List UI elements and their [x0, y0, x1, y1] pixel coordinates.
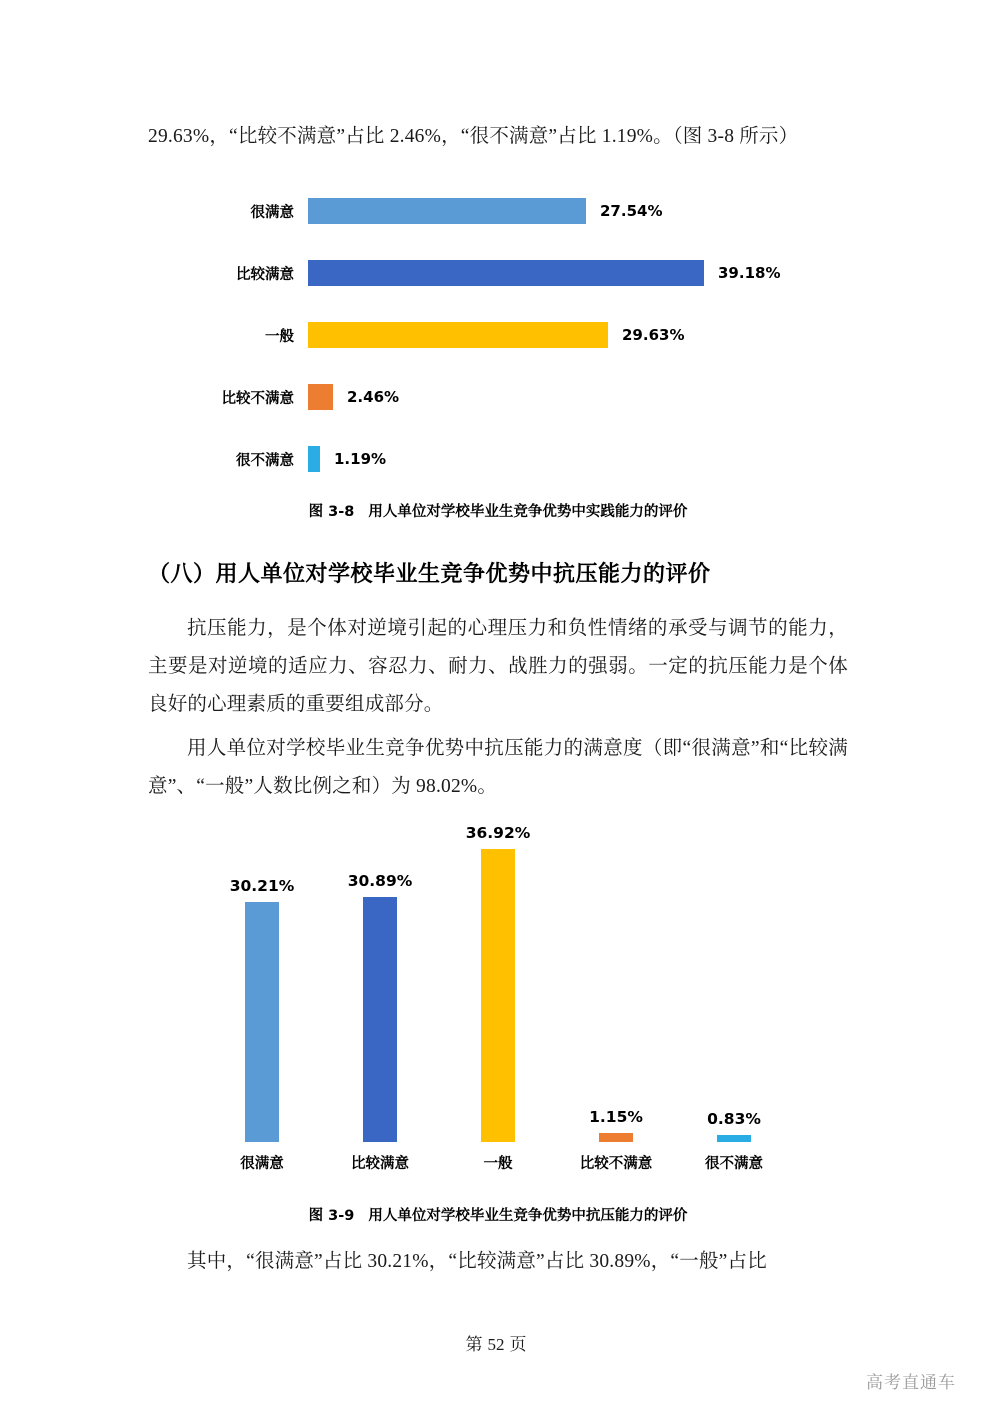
- bottom-paragraph: 其中，“很满意”占比 30.21%，“比较满意”占比 30.89%，“一般”占比: [187, 1251, 767, 1272]
- page-number: 52: [487, 1335, 505, 1354]
- bar-fill: [481, 849, 515, 1142]
- vertical-bar-category-axis: [148, 1152, 848, 1173]
- bar-category-label: 比较满意: [236, 266, 294, 283]
- bar-fill: [308, 322, 608, 348]
- bar-category-label: 很满意: [240, 1156, 284, 1172]
- chart-figure-3-8: [148, 180, 848, 490]
- bar-fill: [599, 1133, 633, 1142]
- watermark: 高考直通车: [866, 1373, 956, 1393]
- bar-value-label: 0.83%: [707, 1110, 761, 1128]
- bar-value-label: 30.21%: [229, 877, 295, 895]
- page-footer: [0, 1330, 992, 1355]
- bar-category-label: 很满意: [250, 204, 294, 221]
- bar-fill: [717, 1135, 751, 1142]
- bar-track: [308, 198, 848, 224]
- figure-title: 用人单位对学校毕业生竞争优势中实践能力的评价: [368, 504, 688, 520]
- bar-value-label: 39.18%: [718, 264, 781, 282]
- bar-track: [308, 384, 848, 410]
- bar-track: [308, 322, 848, 348]
- chart-figure-3-9: [148, 822, 848, 1182]
- bar-value-label: 29.63%: [622, 326, 685, 344]
- body-paragraph-1: 抗压能力，是个体对逆境引起的心理压力和负性情绪的承受与调节的能力，主要是对逆境的适应力、容忍力、耐力、战胜力的强弱。一定的抗压能力是个体良好的心理素质的重要组成部分。: [148, 618, 848, 715]
- bar-value-label: 2.46%: [347, 388, 400, 406]
- bar-value-label: 1.19%: [334, 450, 387, 468]
- bar-column: [207, 822, 317, 1142]
- bar-track: [308, 260, 848, 286]
- bar-column: [561, 822, 671, 1142]
- figure-caption-3-8: [148, 500, 848, 521]
- bar-category-label: 比较不满意: [221, 390, 294, 407]
- bar-fill: [308, 260, 704, 286]
- figure-number: 图 3-9: [308, 1208, 355, 1224]
- footer-prefix: 第: [465, 1335, 483, 1354]
- bar-row: [148, 366, 848, 428]
- top-paragraph: 29.63%，“比较不满意”占比 2.46%，“很不满意”占比 1.19%。（图 3-8 所示）: [148, 126, 799, 147]
- page-content: [148, 0, 848, 1281]
- bar-fill: [245, 902, 279, 1142]
- bar-category-label: 很不满意: [705, 1156, 763, 1172]
- bar-category-label: 比较满意: [351, 1156, 409, 1172]
- bar-fill: [363, 897, 397, 1142]
- bar-column: [325, 822, 435, 1142]
- bar-value-label: 36.92%: [465, 824, 531, 842]
- body-paragraph-2: 用人单位对学校毕业生竞争优势中抗压能力的满意度（即“很满意”和“比较满意”、“一般”人数比例之和）为 98.02%。: [148, 738, 848, 797]
- bar-row: [148, 428, 848, 490]
- bar-category-label: 一般: [483, 1156, 513, 1172]
- figure-caption-3-9: [148, 1204, 848, 1225]
- bar-fill: [308, 446, 320, 472]
- bar-fill: [308, 384, 333, 410]
- bar-category-label: 很不满意: [236, 452, 294, 469]
- bar-value-label: 27.54%: [600, 202, 663, 220]
- bar-row: [148, 304, 848, 366]
- vertical-bar-plot: [148, 822, 848, 1142]
- bar-column: [679, 822, 789, 1142]
- section-heading: （八）用人单位对学校毕业生竞争优势中抗压能力的评价: [148, 562, 711, 587]
- bar-track: [308, 446, 848, 472]
- bar-category-label: 比较不满意: [579, 1156, 653, 1172]
- bar-category-label: 一般: [265, 328, 294, 345]
- bar-value-label: 30.89%: [347, 872, 413, 890]
- bar-column: [443, 822, 553, 1142]
- bar-fill: [308, 198, 586, 224]
- bar-row: [148, 180, 848, 242]
- footer-suffix: 页: [509, 1335, 527, 1354]
- figure-title: 用人单位对学校毕业生竞争优势中抗压能力的评价: [368, 1208, 688, 1224]
- bar-value-label: 1.15%: [589, 1108, 643, 1126]
- bar-row: [148, 242, 848, 304]
- figure-number: 图 3-8: [308, 504, 355, 520]
